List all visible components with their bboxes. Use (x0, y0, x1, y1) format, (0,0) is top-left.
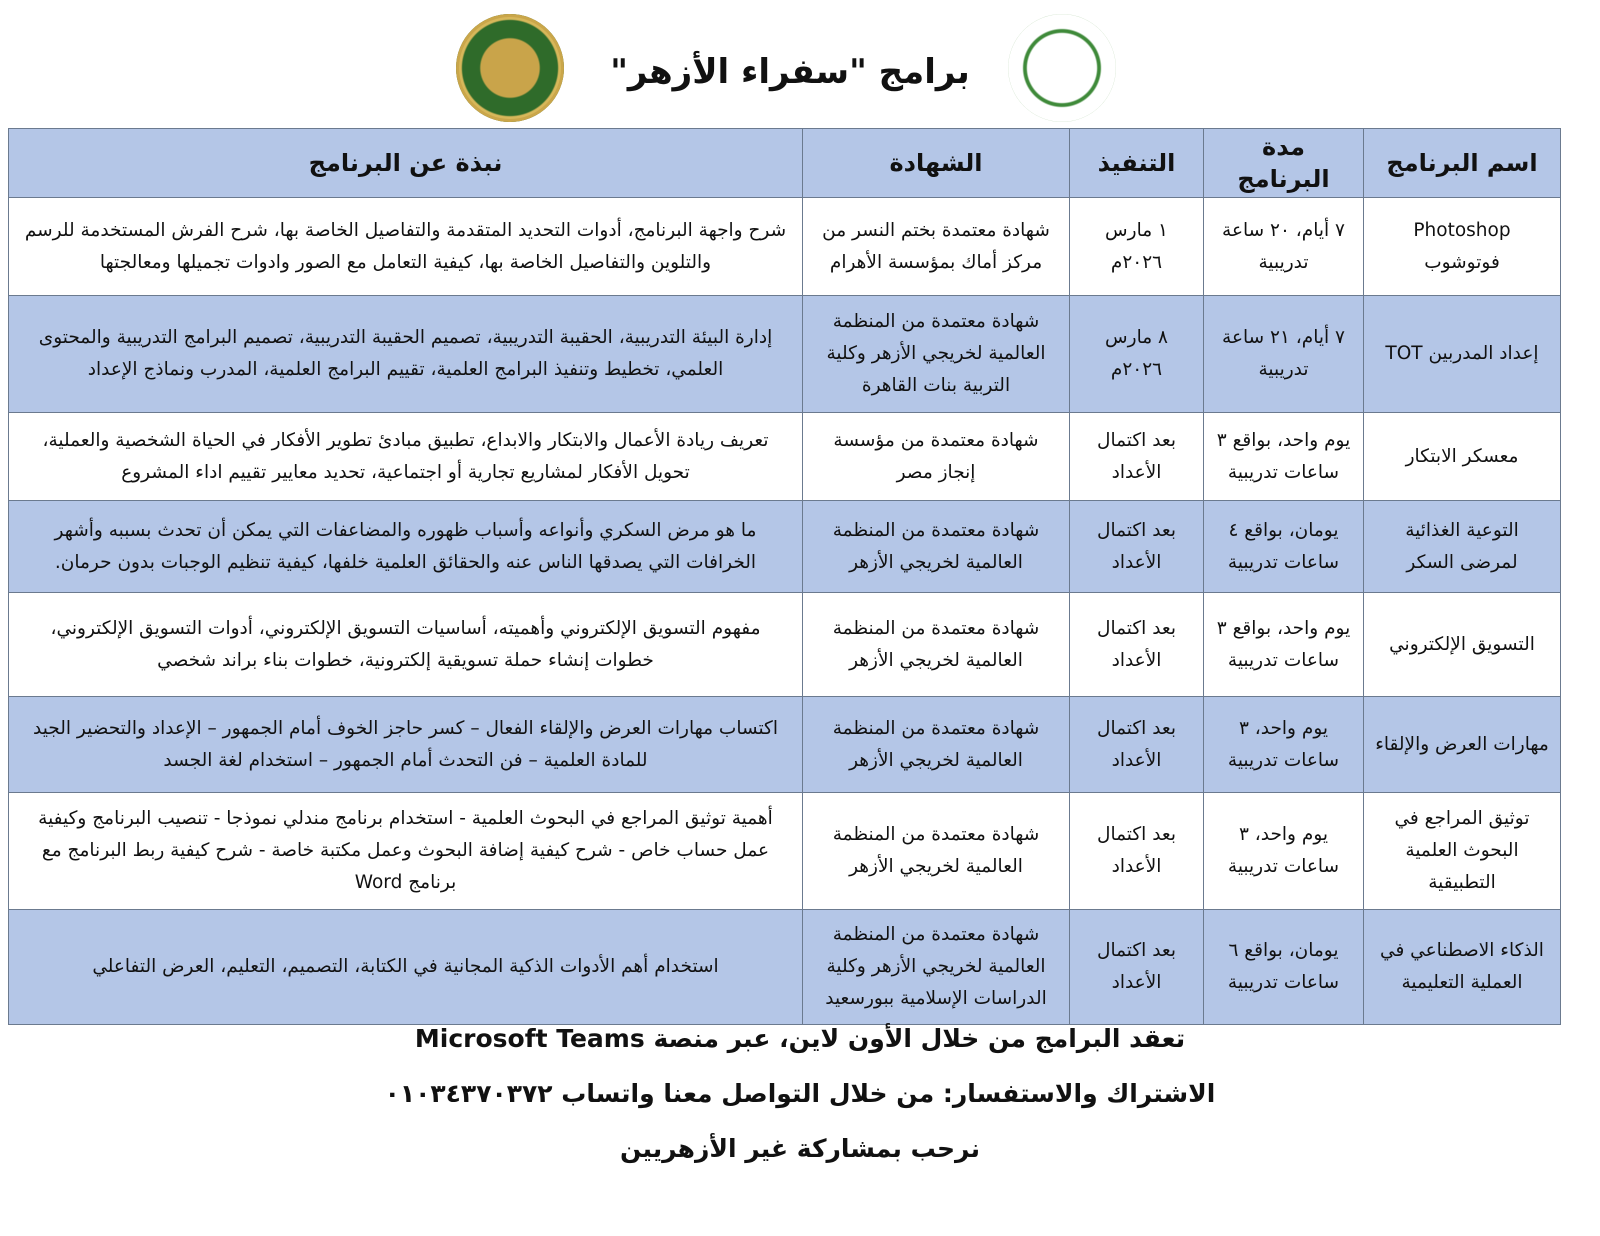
cell-certificate: شهادة معتمدة من المنظمة العالمية لخريجي الأزهر (803, 593, 1070, 697)
cell-name: معسكر الابتكار (1364, 413, 1561, 501)
cell-certificate: شهادة معتمدة من المنظمة العالمية لخريجي الأزهر (803, 501, 1070, 593)
cell-duration: ٧ أيام، ٢٠ ساعة تدريبية (1204, 198, 1364, 296)
cell-duration: يوم واحد، ٣ ساعات تدريبية (1204, 793, 1364, 910)
cell-name: التوعية الغذائية لمرضى السكر (1364, 501, 1561, 593)
programs-table (8, 128, 1561, 1025)
column-header-description: نبذة عن البرنامج (9, 129, 803, 198)
column-header-duration: مدة البرنامج (1204, 129, 1364, 198)
cell-description: اكتساب مهارات العرض والإلقاء الفعال – كسر حاجز الخوف أمام الجمهور – الإعداد والتحضير الجيد للمادة العلمية – فن التحدث أمام الجمهور – استخدام لغة الجسد (9, 697, 803, 793)
cell-execution: ٨ مارس ٢٠٢٦م (1070, 296, 1204, 413)
cell-certificate: شهادة معتمدة من المنظمة العالمية لخريجي الأزهر وكلية الدراسات الإسلامية ببورسعيد (803, 910, 1070, 1025)
cell-duration: ٧ أيام، ٢١ ساعة تدريبية (1204, 296, 1364, 413)
cell-description: شرح واجهة البرنامج، أدوات التحديد المتقدمة والتفاصيل الخاصة بها، شرح الفرش المستخدمة للرسم والتلوين والتفاصيل الخاصة بها، كيفية التعامل مع الصور وادوات تجميلها ومعالجتها (9, 198, 803, 296)
cell-name: مهارات العرض والإلقاء (1364, 697, 1561, 793)
column-header-name: اسم البرنامج (1364, 129, 1561, 198)
cell-name: التسويق الإلكتروني (1364, 593, 1561, 697)
table-row (9, 793, 1561, 910)
cell-certificate: شهادة معتمدة من مؤسسة إنجاز مصر (803, 413, 1070, 501)
cell-duration: يوم واحد، بواقع ٣ ساعات تدريبية (1204, 593, 1364, 697)
footer-platform-note: تعقد البرامج من خلال الأون لاين، عبر منصة Microsoft Teams (414, 1024, 1186, 1053)
footer-contact: الاشتراك والاستفسار: من خلال التواصل معنا واتساب ٠١٠٣٤٣٧٠٣٧٢ (384, 1079, 1216, 1108)
cell-description: استخدام أهم الأدوات الذكية المجانية في الكتابة، التصميم، التعليم، العرض التفاعلي (9, 910, 803, 1025)
table-row (9, 697, 1561, 793)
cell-description: تعريف ريادة الأعمال والابتكار والابداع، تطبيق مبادئ تطوير الأفكار في الحياة الشخصية والعملية، تحويل الأفكار لمشاريع تجارية أو اجتماعية، تحديد معايير تقييم اداء المشروع (9, 413, 803, 501)
page-title: برامج "سفراء الأزهر" (610, 52, 970, 92)
organization-logo (456, 14, 564, 122)
table-row (9, 198, 1561, 296)
ambassadors-logo (1008, 14, 1116, 122)
cell-duration: يومان، بواقع ٦ ساعات تدريبية (1204, 910, 1364, 1025)
table-row (9, 910, 1561, 1025)
table-row (9, 593, 1561, 697)
table-row (9, 501, 1561, 593)
cell-execution: بعد اكتمال الأعداد (1070, 501, 1204, 593)
cell-execution: ١ مارس ٢٠٢٦م (1070, 198, 1204, 296)
cell-execution: بعد اكتمال الأعداد (1070, 593, 1204, 697)
cell-certificate: شهادة معتمدة من المنظمة العالمية لخريجي الأزهر (803, 793, 1070, 910)
cell-certificate: شهادة معتمدة من المنظمة العالمية لخريجي الأزهر وكلية التربية بنات القاهرة (803, 296, 1070, 413)
cell-certificate: شهادة معتمدة بختم النسر من مركز أماك بمؤسسة الأهرام (803, 198, 1070, 296)
cell-description: إدارة البيئة التدريبية، الحقيبة التدريبية، تصميم الحقيبة التدريبية، تصميم البرامج التدريبية والمحتوى العلمي، تخطيط وتنفيذ البرامج العلمية، تقييم البرامج العلمية، المدرب ونماذج الإعداد (9, 296, 803, 413)
cell-description: أهمية توثيق المراجع في البحوث العلمية - استخدام برنامج مندلي نموذجا - تنصيب البرنامج وكيفية عمل حساب خاص - شرح كيفية إضافة البحوث وعمل مكتبة خاصة - شرح كيفية ربط البرنامج مع برنامج Word (9, 793, 803, 910)
cell-name: الذكاء الاصطناعي في العملية التعليمية (1364, 910, 1561, 1025)
cell-execution: بعد اكتمال الأعداد (1070, 910, 1204, 1025)
cell-description: مفهوم التسويق الإلكتروني وأهميته، أساسيات التسويق الإلكتروني، أدوات التسويق الإلكتروني، خطوات إنشاء حملة تسويقية إلكترونية، خطوات بناء براند شخصي (9, 593, 803, 697)
cell-execution: بعد اكتمال الأعداد (1070, 793, 1204, 910)
cell-description: ما هو مرض السكري وأنواعه وأسباب ظهوره والمضاعفات التي يمكن أن تحدث بسببه وأشهر الخرافات التي يصدقها الناس عنه والحقائق العلمية خلفها، كيفية تنظيم الوجبات بدون حرمان. (9, 501, 803, 593)
column-header-execution: التنفيذ (1070, 129, 1204, 198)
cell-duration: يومان، بواقع ٤ ساعات تدريبية (1204, 501, 1364, 593)
cell-name: Photoshop فوتوشوب (1364, 198, 1561, 296)
cell-execution: بعد اكتمال الأعداد (1070, 413, 1204, 501)
table-row (9, 296, 1561, 413)
cell-name: توثيق المراجع في البحوث العلمية التطبيقية (1364, 793, 1561, 910)
cell-certificate: شهادة معتمدة من المنظمة العالمية لخريجي الأزهر (803, 697, 1070, 793)
footer-welcome: نرحب بمشاركة غير الأزهريين (620, 1134, 980, 1163)
table-row (9, 413, 1561, 501)
table-header-row (9, 129, 1561, 198)
cell-execution: بعد اكتمال الأعداد (1070, 697, 1204, 793)
cell-duration: يوم واحد، بواقع ٣ ساعات تدريبية (1204, 413, 1364, 501)
column-header-certificate: الشهادة (803, 129, 1070, 198)
cell-name: إعداد المدربين TOT (1364, 296, 1561, 413)
cell-duration: يوم واحد، ٣ ساعات تدريبية (1204, 697, 1364, 793)
